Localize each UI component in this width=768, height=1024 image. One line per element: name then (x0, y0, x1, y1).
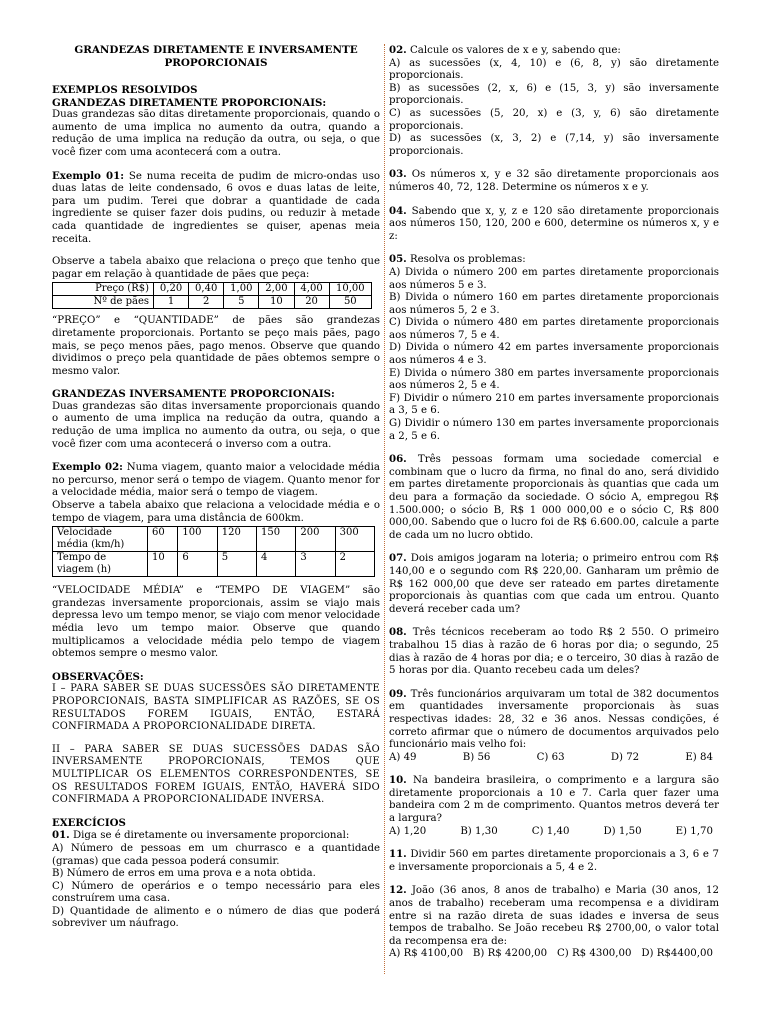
table-cell: 60 (148, 527, 178, 552)
question-05-item-g: G) Dividir o número 130 em partes inversamente proporcionais a 2, 5 e 6. (389, 418, 719, 442)
observation-2: II – PARA SABER SE DUAS SUCESSÕES DADAS SÃO INVERSAMENTE PROPORCIONAIS, TEMOS QUE MULTIPLICAR OS ELEMENTOS CORRESPONDENTES, SE OS RESULTADOS FOREM IGUAIS, ENTÃO, HAVERÁ SIDO CONFIRMADA A PROPORCIONALIDADE INVERSA. (52, 743, 380, 806)
question-10-label: 10. (389, 774, 407, 787)
question-05-text: Resolva os problemas: (409, 254, 526, 266)
table-row (53, 527, 375, 552)
question-04-text: Sabendo que x, y, z e 120 são diretamente proporcionais aos números 150, 120, 200 e 600, determine os números x, y e z: (389, 205, 719, 242)
example-02 (52, 461, 380, 500)
table-cell: 1 (154, 296, 189, 309)
question-02-item-a: A) as sucessões (x, 4, 10) e (6, 8, y) são diretamente proporcionais. (389, 57, 719, 82)
table-row (53, 296, 372, 309)
question-11 (389, 848, 719, 874)
answer-option: E) 1,70 (675, 825, 713, 837)
inverse-definition: Duas grandezas são ditas inversamente proporcionais quando o aumento de uma implica na redução da outra, quando a redução de uma implica no aumento da outra, ou seja, o que você fizer com uma acontecerá o inverso com a outra. (52, 400, 380, 450)
page-title (52, 44, 380, 70)
answer-option: C) R$ 4300,00 (556, 948, 632, 960)
example-02-label: Exemplo 02: (52, 461, 123, 474)
answer-option: D) 1,50 (603, 825, 642, 837)
question-08-text: Três técnicos receberam ao todo R$ 2 550. O primeiro trabalhou 15 dias à razão de 6 horas por dia; o segundo, 25 dias à razão de 4 horas por dia; e o terceiro, 30 dias à razão de 5 horas por dia. Quanto recebeu cada um deles? (389, 627, 719, 677)
table-cell: 50 (329, 296, 371, 309)
table-cell: 2,00 (259, 283, 294, 296)
table-row (53, 552, 375, 577)
inverse-table-intro: Observe a tabela abaixo que relaciona a velocidade média e o tempo de viagem, para uma distância de 600km. (52, 500, 380, 524)
direct-table-intro: Observe a tabela abaixo que relaciona o preço que tenho que pagar em relação à quantidade de pães que peça: (52, 256, 380, 280)
question-01-text: Diga se é diretamente ou inversamente proporcional: (72, 830, 350, 842)
direct-definition: Duas grandezas são ditas diretamente proporcionais, quando o aumento de uma implica no aumento da outra, quando a redução de uma implica na redução da outra, ou seja, o que você fizer com uma acontecerá com a outra. (52, 109, 380, 158)
inverse-conclusion: “VELOCIDADE MÉDIA” e “TEMPO DE VIAGEM” são grandezas inversamente proporcionais, assim se viajo mais depressa levo um tempo menor, se viajo com menor velocidade média levo um tempo maior. Observe que quando multiplicamos a velocidade média pelo tempo de viagem obtemos sempre o mesmo valor. (52, 585, 380, 660)
question-12 (389, 884, 719, 948)
question-10 (389, 774, 719, 825)
question-02-item-b: B) as sucessões (2, x, 6) e (15, 3, y) são inversamente proporcionais. (389, 82, 719, 107)
answer-option: D) R$4400,00 (641, 948, 713, 960)
question-07-text: Dois amigos jogaram na loteria; o primeiro entrou com R$ 140,00 e o segundo com R$ 220,00. Ganharam um prêmio de R$ 162 000,00 que deve ser rateado em partes diretamente proporcionais às quantias com que cada um entrou. Quanto deverá receber cada um? (389, 553, 719, 615)
question-06-text: Três pessoas formam uma sociedade comercial e combinam que o lucro da firma, no final do ano, será dividido em partes diretamente proporcionais às quantias que cada um deu para a formação da sociedade. O sócio A, empregou R$ 1.500.000; o sócio B, R$ 1 000 000,00 e o sócio C, R$ 800 000,00. Sabendo que o lucro foi de R$ 6.600.00, calcule a parte de cada um no lucro obtido. (389, 454, 719, 541)
question-05-item-c: C) Divida o número 480 em partes diretamente proporcionais aos números 7, 5 e 4. (389, 317, 719, 341)
speed-table (52, 526, 375, 577)
question-09-text: Três funcionários arquivaram um total de 382 documentos em quantidades inversamente proporcionais às suas respectivas idades: 28, 32 e 36 anos. Nessas condições, é correto afirmar que o número de documentos arquivados pelo funcionário mais velho foi: (389, 688, 720, 751)
question-03-text: Os números x, y e 32 são diretamente proporcionais aos números 40, 72, 128. Determine os números x e y. (389, 169, 719, 193)
table-cell: 0,20 (154, 283, 189, 296)
table-cell: 20 (294, 296, 329, 309)
table-cell: 4 (257, 552, 296, 577)
answer-option: D) 72 (610, 751, 640, 763)
answer-option: B) 56 (462, 751, 491, 763)
price-table (52, 282, 372, 309)
column-divider (384, 44, 385, 974)
question-05-label: 05. (389, 253, 407, 266)
table-cell: 3 (296, 552, 335, 577)
title-line-2: PROPORCIONAIS (164, 57, 268, 69)
table-cell: 300 (335, 527, 374, 552)
table-cell: 0,40 (189, 283, 224, 296)
answer-option: A) R$ 4100,00 (389, 948, 464, 960)
question-11-text: Dividir 560 em partes diretamente proporcionais a 3, 6 e 7 e inversamente proporcionais a 5, 4 e 2. (389, 849, 719, 873)
direct-conclusion: “PREÇO” e “QUANTIDADE” de pães são grandezas diretamente proporcionais. Portanto se peço mais pães, pago mais, se peço menos pães, pago menos. Observe que quando dividimos o preço pela quantidade de pães obtemos sempre o mesmo valor. (52, 315, 380, 377)
answer-option: C) 1,40 (531, 825, 570, 837)
answer-option: E) 84 (685, 751, 713, 763)
table-cell: 5 (224, 296, 259, 309)
table-cell: 10 (259, 296, 294, 309)
table-cell: 2 (335, 552, 374, 577)
question-05-item-a: A) Divida o número 200 em partes diretamente proporcionais aos números 5 e 3. (389, 266, 719, 291)
question-01 (52, 829, 380, 843)
question-05-item-b: B) Divida o número 160 em partes diretamente proporcionais aos números 5, 2 e 3. (389, 292, 719, 316)
question-02-item-d: D) as sucessões (x, 3, 2) e (7,14, y) são inversamente proporcionais. (389, 133, 719, 157)
answer-option: B) R$ 4200,00 (472, 948, 548, 960)
left-column (52, 44, 380, 931)
title-line-1: GRANDEZAS DIRETAMENTE E INVERSAMENTE (74, 44, 358, 56)
direct-heading: GRANDEZAS DIRETAMENTE PROPORCIONAIS: (52, 96, 327, 109)
table-cell: 150 (257, 527, 296, 552)
right-column (389, 44, 719, 961)
question-12-label: 12. (389, 884, 407, 897)
inverse-heading: GRANDEZAS INVERSAMENTE PROPORCIONAIS: (52, 388, 335, 401)
answer-option: A) 49 (389, 751, 417, 763)
question-06-label: 06. (389, 453, 407, 466)
table-cell: 6 (178, 552, 217, 577)
question-05-item-d: D) Divida o número 42 em partes inversamente proporcionais aos números 4 e 3. (389, 342, 719, 367)
answer-option: B) 1,30 (460, 825, 498, 837)
table-row (53, 283, 372, 296)
question-02-label: 02. (389, 44, 407, 56)
question-09-label: 09. (389, 687, 407, 700)
question-08 (389, 626, 719, 677)
table-cell: 4,00 (294, 283, 329, 296)
question-01-item-c: C) Número de operários e o tempo necessário para eles construírem uma casa. (52, 880, 380, 905)
question-01-item-a: A) Número de pessoas em um churrasco e a quantidade (gramas) que cada pessoa poderá consumir. (52, 842, 380, 867)
exercises-heading: EXERCÍCIOS (52, 816, 126, 829)
question-05-item-f: F) Dividir o número 210 em partes inversamente proporcionais a 3, 5 e 6. (389, 392, 719, 417)
question-01-item-d: D) Quantidade de alimento e o número de dias que poderá sobreviver um náufrago. (52, 905, 380, 930)
table-cell: 10 (148, 552, 178, 577)
example-01-text: Se numa receita de pudim de micro-ondas uso duas latas de leite condensado, 6 ovos e duas latas de leite, para um pudim. Terei que dobrar a quantidade de cada ingrediente se quiser fazer dois pudins, ou reduzir à metade cada quantidade de ingredientes se quiser, apenas meia receita. (52, 170, 380, 245)
observation-1: I – PARA SABER SE DUAS SUCESSÕES SÃO DIRETAMENTE PROPORCIONAIS, BASTA SIMPLIFICAR AS RAZÕES, SE OS RESULTADOS FOREM IGUAIS, ENTÃO, ESTARÁ CONFIRMADA A PROPORCIONALIDADE DIRETA. (52, 683, 380, 733)
question-10-text: Na bandeira brasileira, o comprimento e a largura são diretamente proporcionais a 10 e 7. Carla quer fazer uma bandeira com 2 m de comprimento. Quantos metros deverá ter a largura? (389, 775, 719, 825)
table-cell: 10,00 (329, 283, 371, 296)
question-02-text: Calcule os valores de x e y, sabendo que: (409, 45, 621, 56)
question-05-item-e: E) Divida o número 380 em partes inversamente proporcionais aos números 2, 5 e 4. (389, 367, 719, 392)
example-01-label: Exemplo 01: (52, 169, 124, 182)
question-12-text: João (36 anos, 8 anos de trabalho) e Maria (30 anos, 12 anos de trabalho) receberam uma recompensa e a dividiram entre si na razão direta de suas idades e inversa de seus tempos de trabalho. Se João recebeu R$ 2700,00, o valor total da recompensa era de: (389, 885, 719, 947)
question-11-label: 11. (389, 848, 407, 861)
question-03 (389, 168, 719, 194)
table-cell: Nº de pães (53, 296, 154, 309)
table-cell: 5 (217, 552, 256, 577)
question-02 (389, 44, 719, 58)
question-07-label: 07. (389, 552, 407, 565)
question-12-options (389, 948, 719, 961)
question-07 (389, 552, 719, 616)
question-10-options (389, 826, 719, 839)
question-06 (389, 453, 719, 542)
table-cell: 120 (217, 527, 256, 552)
question-03-label: 03. (389, 168, 407, 181)
table-cell: 1,00 (224, 283, 259, 296)
answer-option: C) 63 (536, 751, 565, 763)
question-01-item-b: B) Número de erros em uma prova e a nota obtida. (52, 868, 316, 880)
example-01 (52, 170, 380, 247)
question-02-item-c: C) as sucessões (5, 20, x) e (3, y, 6) são diretamente proporcionais. (389, 107, 719, 132)
question-08-label: 08. (389, 626, 407, 639)
question-04-label: 04. (389, 204, 407, 217)
question-01-label: 01. (52, 829, 70, 842)
table-cell: Velocidade média (km/h) (53, 527, 148, 552)
table-cell: Tempo de viagem (h) (53, 552, 148, 577)
question-04 (389, 205, 719, 244)
observations-heading: OBSERVAÇÕES: (52, 670, 144, 683)
answer-option: A) 1,20 (389, 825, 427, 837)
resolved-heading: EXEMPLOS RESOLVIDOS (52, 84, 198, 96)
question-09-options (389, 752, 719, 765)
example-02-text: Numa viagem, quanto maior a velocidade média no percurso, menor será o tempo de viagem. Quanto menor for a velocidade média, maior será o tempo de viagem. (52, 462, 380, 499)
question-05 (389, 253, 719, 267)
table-cell: 2 (189, 296, 224, 309)
table-cell: Preço (R$) (53, 283, 154, 296)
question-09 (389, 688, 719, 752)
table-cell: 100 (178, 527, 217, 552)
table-cell: 200 (296, 527, 335, 552)
